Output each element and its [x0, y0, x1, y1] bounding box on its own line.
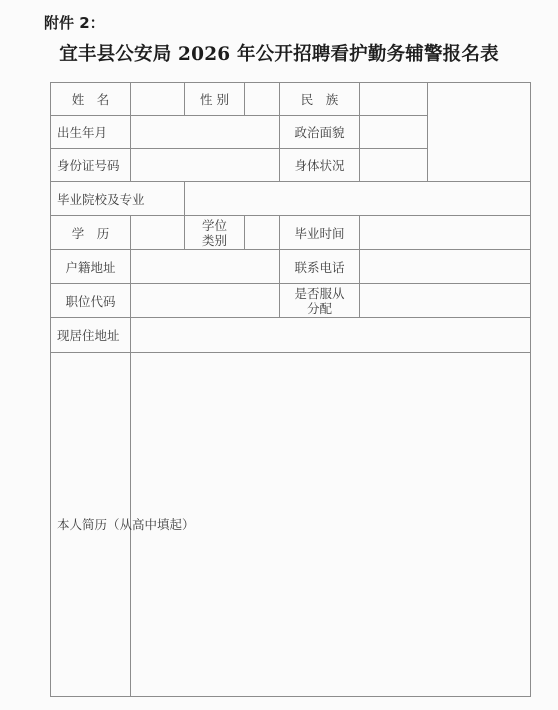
phone-label: 联系电话: [280, 250, 360, 284]
degree-type-line-2: 类别: [201, 232, 227, 248]
health-status-field[interactable]: [360, 149, 428, 182]
table-row: [51, 83, 531, 116]
gender-label: 性 别: [185, 83, 245, 116]
id-number-label: 身份证号码: [51, 149, 131, 182]
birth-field[interactable]: [131, 116, 280, 149]
registration-form-table: [50, 82, 531, 697]
current-address-label: 现居住地址: [51, 318, 131, 353]
hukou-address-label: 户籍地址: [51, 250, 131, 284]
gender-field[interactable]: [245, 83, 280, 116]
id-number-field[interactable]: [131, 149, 280, 182]
education-field[interactable]: [131, 216, 185, 250]
ethnicity-label: 民 族: [280, 83, 360, 116]
attachment-label: 附件 2：: [44, 14, 105, 32]
obey-assignment-line-1: 是否服从: [294, 285, 345, 301]
table-row: [51, 250, 531, 284]
obey-assignment-field[interactable]: [360, 284, 531, 318]
political-status-field[interactable]: [360, 116, 428, 149]
table-row: [51, 182, 531, 216]
phone-field[interactable]: [360, 250, 531, 284]
birth-label: 出生年月: [51, 116, 131, 149]
table-row: [51, 216, 531, 250]
photo-field[interactable]: [428, 83, 531, 182]
school-major-field[interactable]: [185, 182, 531, 216]
education-label: 学 历: [51, 216, 131, 250]
hukou-address-field[interactable]: [131, 250, 280, 284]
graduation-time-label: 毕业时间: [280, 216, 360, 250]
name-label: 姓 名: [51, 83, 131, 116]
school-major-label: 毕业院校及专业: [51, 182, 185, 216]
table-row: [51, 284, 531, 318]
current-address-field[interactable]: [131, 318, 531, 353]
page-title: 宜丰县公安局 2026 年公开招聘看护勤务辅警报名表: [59, 44, 499, 65]
table-row: [51, 318, 531, 353]
obey-assignment-label: [280, 284, 360, 318]
degree-type-field[interactable]: [245, 216, 280, 250]
graduation-time-field[interactable]: [360, 216, 531, 250]
political-status-label: 政治面貌: [280, 116, 360, 149]
health-status-label: 身体状况: [280, 149, 360, 182]
resume-label: 本人简历（从高中填起）: [51, 353, 131, 697]
table-row: [51, 353, 531, 697]
position-code-label: 职位代码: [51, 284, 131, 318]
ethnicity-field[interactable]: [360, 83, 428, 116]
degree-type-line-1: 学位: [201, 217, 227, 233]
obey-assignment-line-2: 分配: [306, 300, 332, 316]
degree-type-label: [185, 216, 245, 250]
name-field[interactable]: [131, 83, 185, 116]
position-code-field[interactable]: [131, 284, 280, 318]
